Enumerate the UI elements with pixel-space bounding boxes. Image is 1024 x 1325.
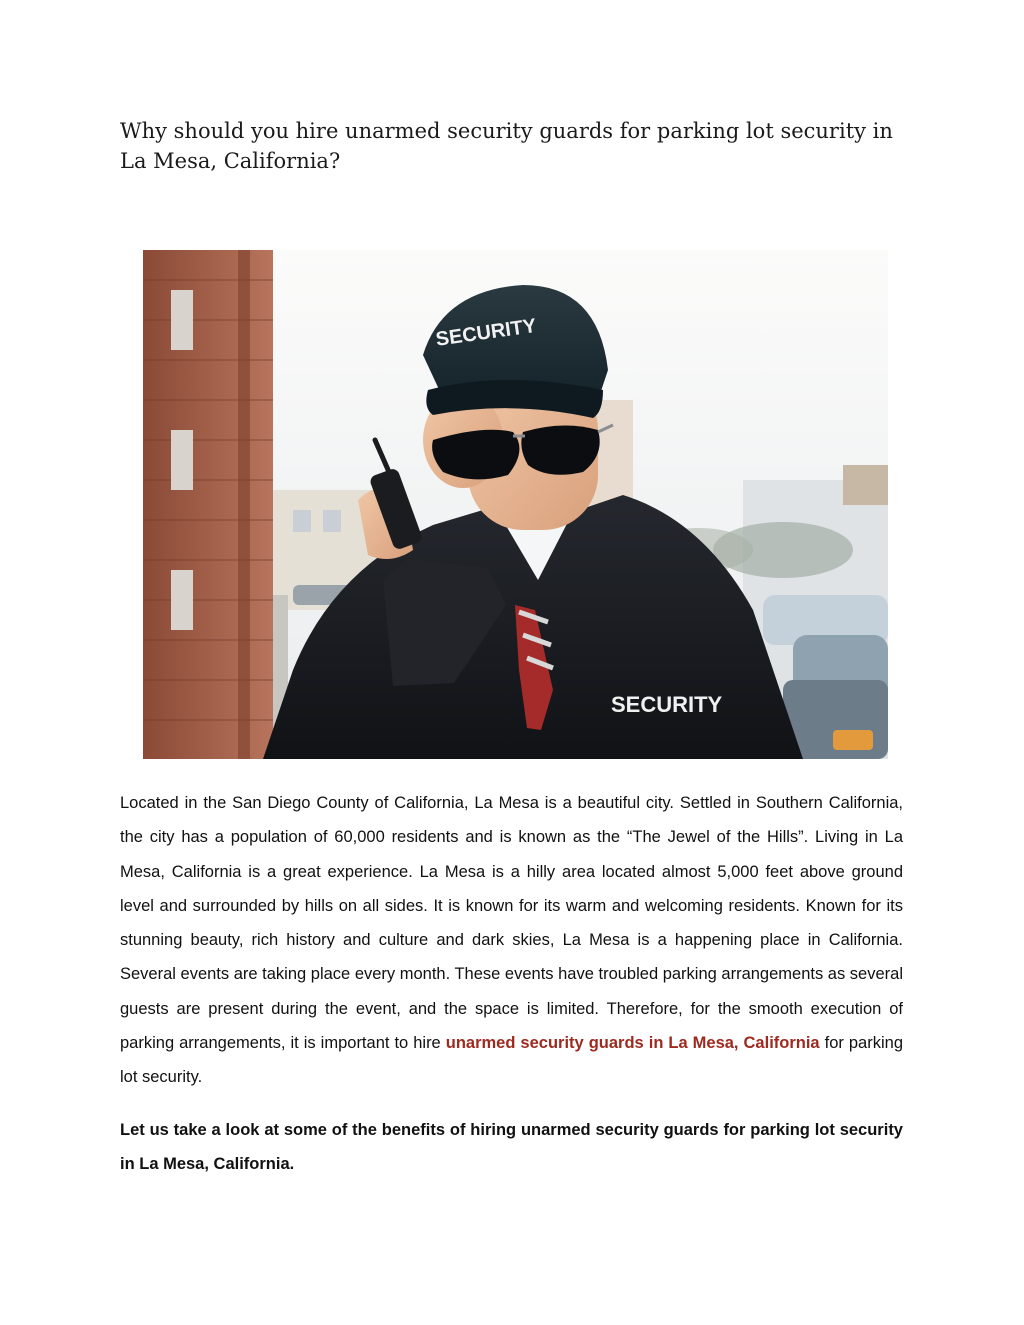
intro-text: Located in the San Diego County of California, La Mesa is a beautiful city. Settled in Southern California, the city has a population of 60,000 residents and is known as the “The Jewel of the Hills”. Living in La Mesa, California is a great experience. La Mesa is a hilly area located almost 5,000 feet above ground level and surrounded by hills on all sides. It is known for its warm and welcoming residents. Known for its stunning beauty, rich history and culture and dark skies, La Mesa is a happening place in California. Several events are taking place every month. These events have troubled parking arrangements as several guests are present during the event, and the space is limited. Therefore, for the smooth execution of parking arrangements, it is important to hire	[120, 794, 903, 1053]
cap-security-text: SECURITY	[434, 314, 538, 351]
article-body	[120, 786, 903, 1181]
benefits-lead-in: Let us take a look at some of the benefits of hiring unarmed security guards for parking lot security in La Mesa, California.	[120, 1120, 903, 1173]
page-title: Why should you hire unarmed security guards for parking lot security in La Mesa, California?	[120, 119, 893, 173]
security-guard-photo	[143, 250, 888, 759]
intro-paragraph	[120, 786, 903, 1095]
unarmed-guards-link[interactable]: unarmed security guards in La Mesa, California	[445, 1034, 820, 1053]
jacket-security-text: SECURITY	[611, 692, 723, 717]
intro-tail-text: for parking lot security.	[120, 1034, 904, 1087]
